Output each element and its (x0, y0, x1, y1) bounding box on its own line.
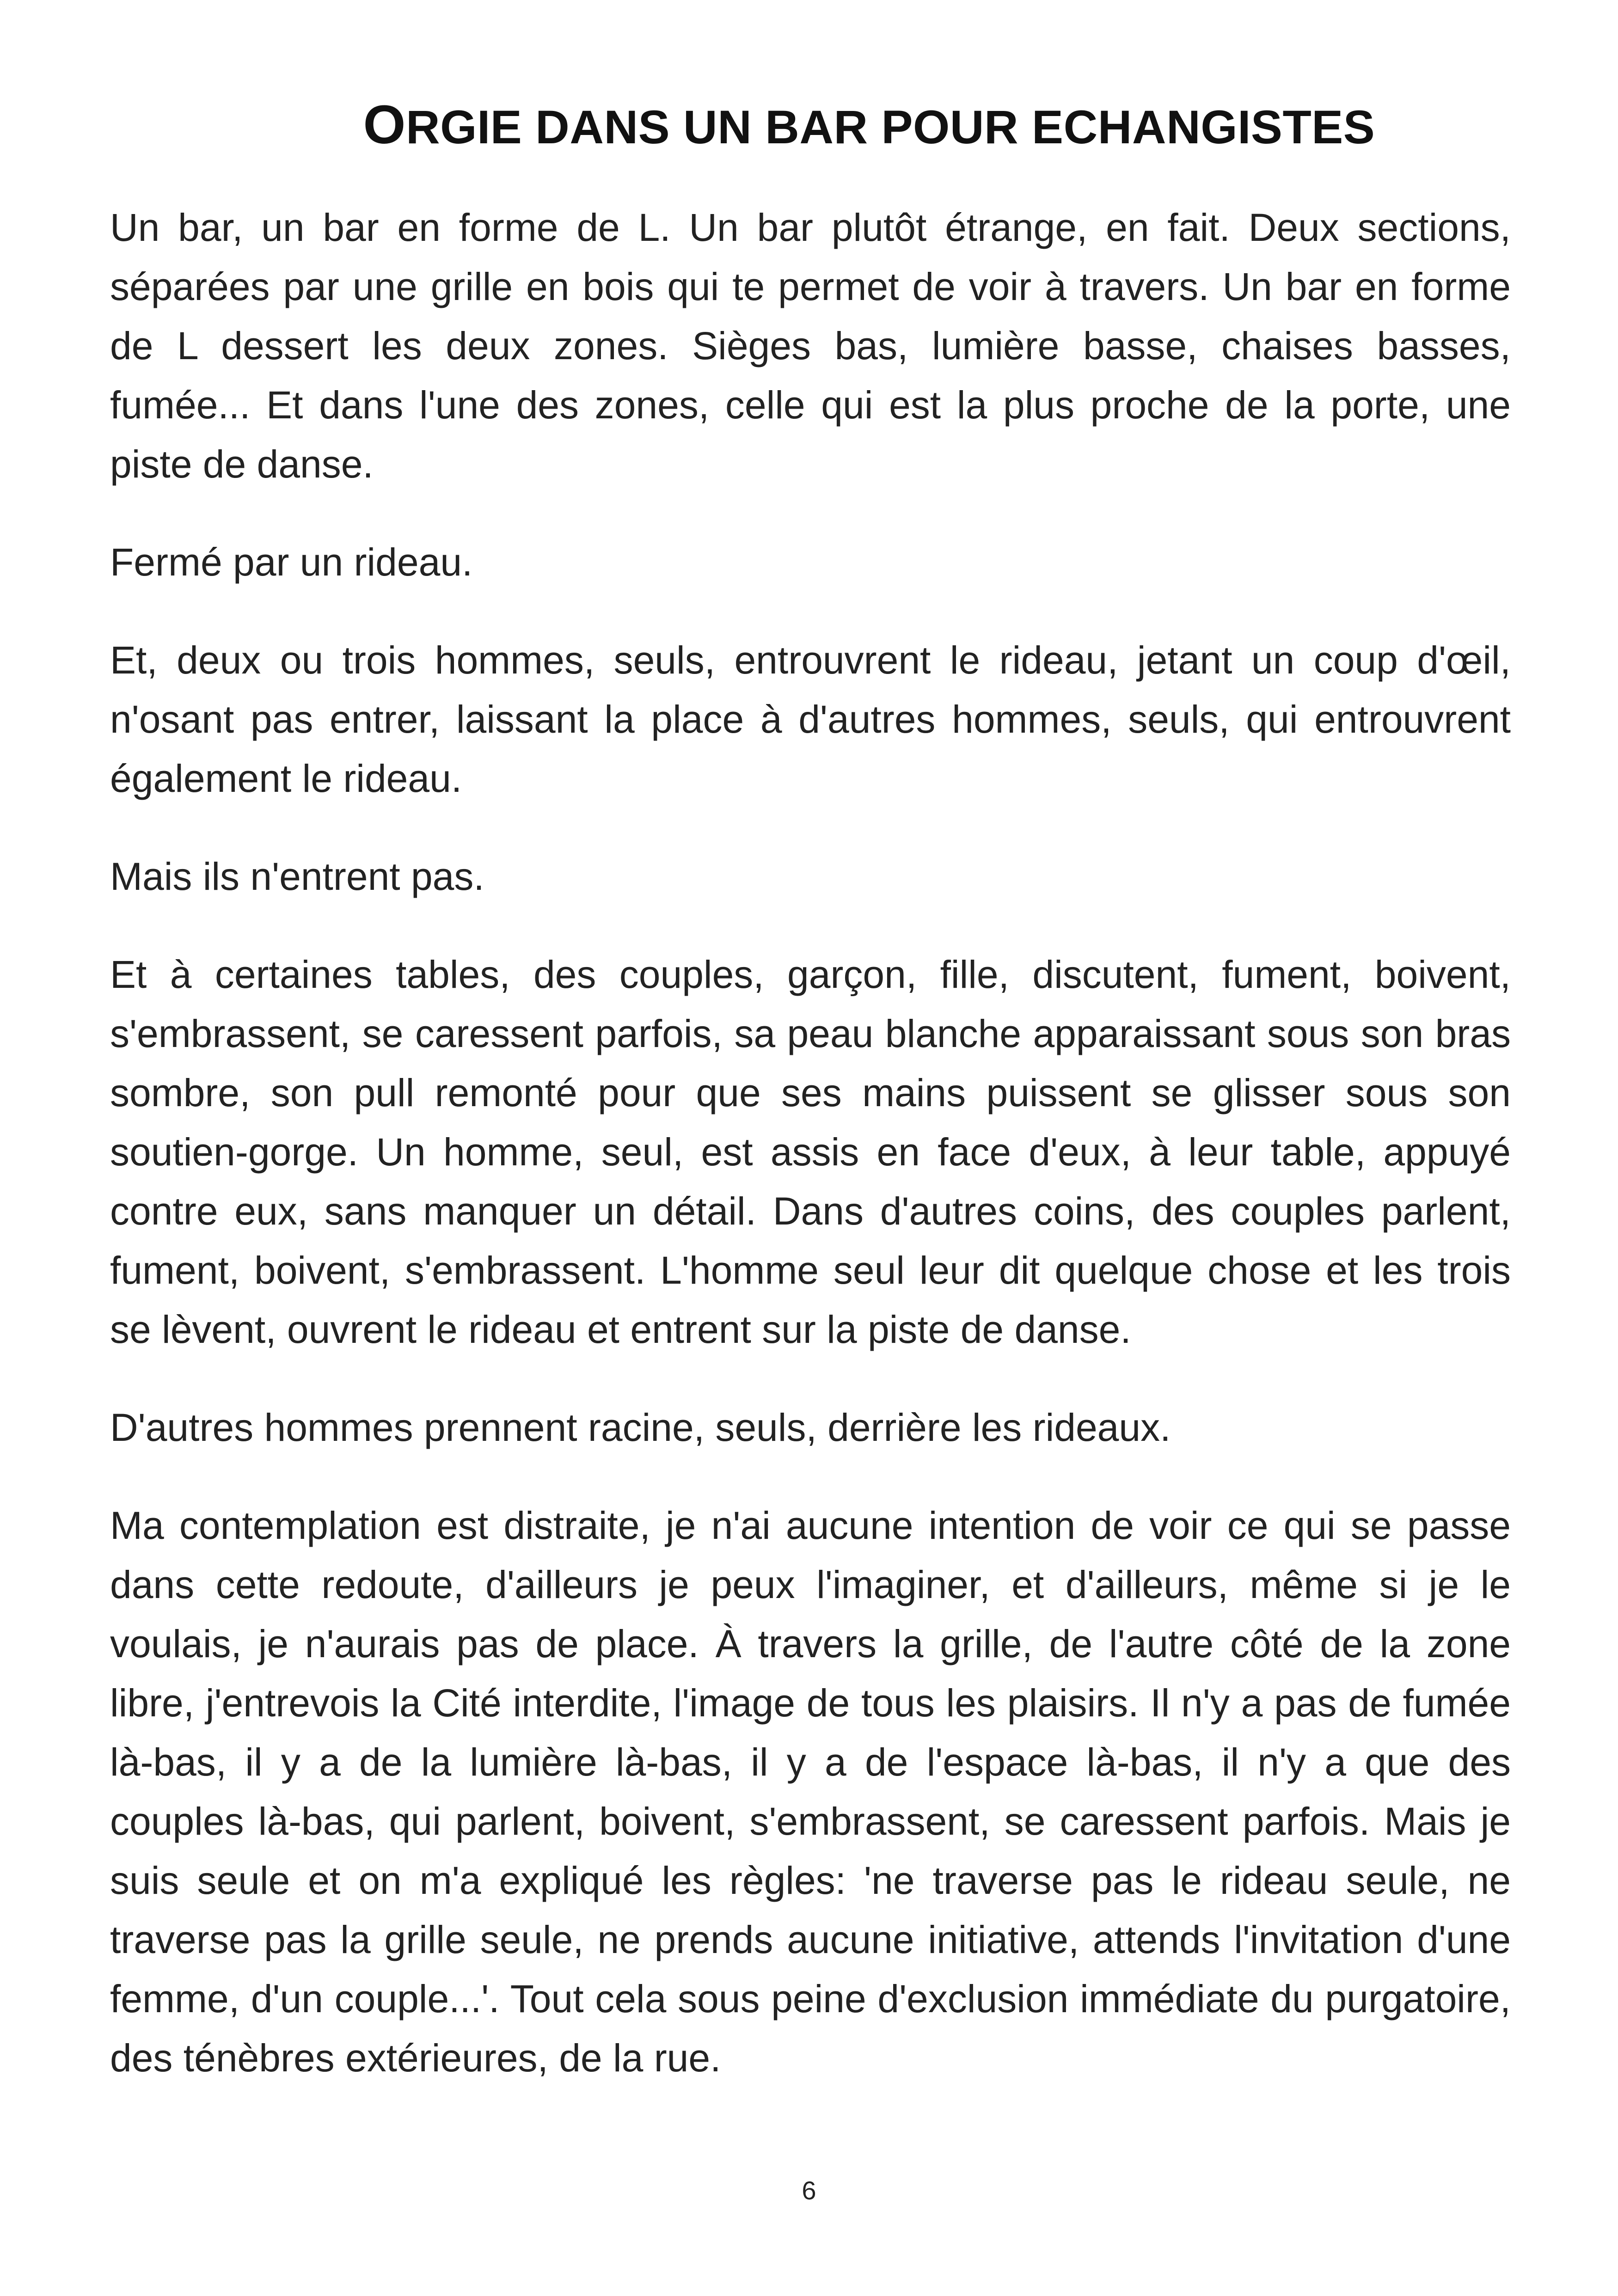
paragraph-4: Mais ils n'entrent pas. (110, 855, 484, 898)
paragraph-3: Et, deux ou trois hommes, seuls, entrouvrent le rideau, jetant un coup d'œil, n'osant pas entrer, laissant la place à d'autres hommes, seuls, qui entrouvrent également le rideau. (110, 638, 1511, 800)
title-rest: RGIE DANS UN BAR POUR ECHANGISTES (405, 101, 1375, 153)
paragraph-7: Ma contemplation est distraite, je n'ai aucune intention de voir ce qui se passe dans cette redoute, d'ailleurs je peux l'imaginer, et d'ailleurs, même si je le voulais, je n'aurais pas de place. À travers la grille, de l'autre côté de la zone libre, j'entrevois la Cité interdite, l'image de tous les plaisirs. Il n'y a pas de fumée là-bas, il y a de la lumière là-bas, il y a de l'espace là-bas, il n'y a que des couples là-bas, qui parlent, boivent, s'embrassent, se caressent parfois. Mais je suis seule et on m'a expliqué les règles: 'ne traverse pas le rideau seule, ne traverse pas la grille seule, ne prends aucune initiative, attends l'invitation d'une femme, d'un couple...'. Tout cela sous peine d'exclusion immédiate du purgatoire, des ténèbres extérieures, de la rue. (110, 1504, 1511, 2080)
page-number: 6 (802, 2176, 816, 2205)
paragraph-6: D'autres hommes prennent racine, seuls, derrière les rideaux. (110, 1406, 1171, 1449)
page-title (102, 90, 1516, 162)
paragraph-1: Un bar, un bar en forme de L. Un bar plutôt étrange, en fait. Deux sections, séparées par une grille en bois qui te permet de voir à travers. Un bar en forme de L dessert les deux zones. Sièges bas, lumière basse, chaises basses, fumée... Et dans l'une des zones, celle qui est la plus proche de la porte, une piste de danse. (110, 206, 1511, 486)
title-first-letter: O (363, 94, 406, 155)
body-text (110, 198, 1511, 2126)
paragraph-2: Fermé par un rideau. (110, 540, 473, 584)
paragraph-5: Et à certaines tables, des couples, garçon, fille, discutent, fument, boivent, s'embrassent, se caressent parfois, sa peau blanche apparaissant sous son bras sombre, son pull remonté pour que ses mains puissent se glisser sous son soutien-gorge. Un homme, seul, est assis en face d'eux, à leur table, appuyé contre eux, sans manquer un détail. Dans d'autres coins, des couples parlent, fument, boivent, s'embrassent. L'homme seul leur dit quelque chose et les trois se lèvent, ouvrent le rideau et entrent sur la piste de danse. (110, 953, 1511, 1351)
